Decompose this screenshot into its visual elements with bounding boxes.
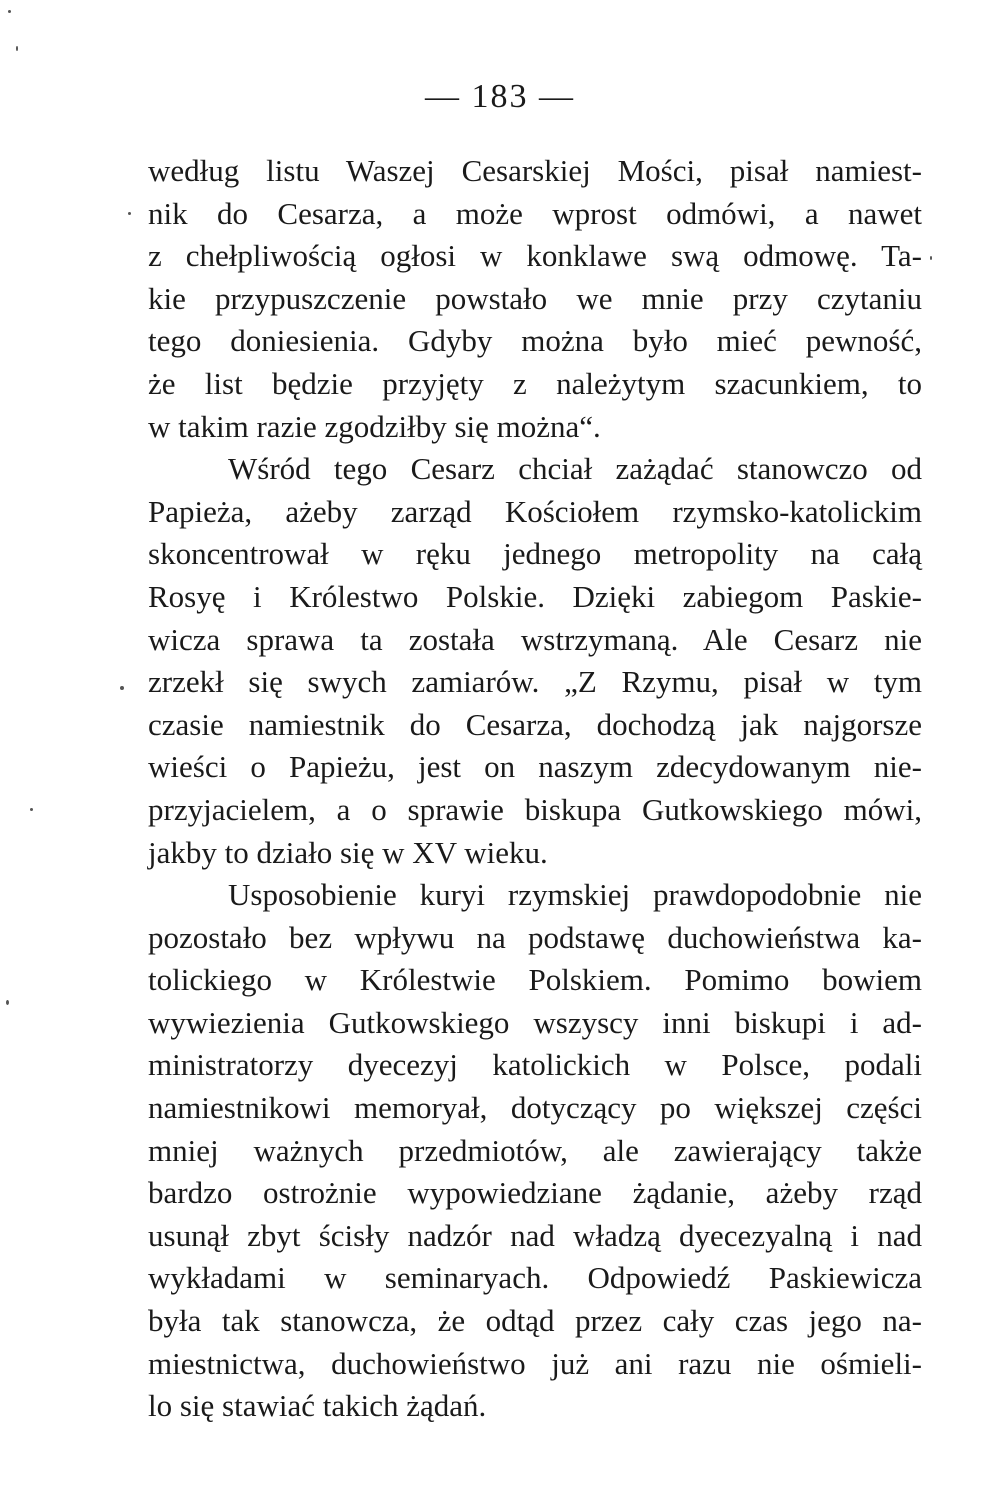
- text-line: pozostało bez wpływu na podstawę duchowieństwa ka-: [148, 919, 922, 955]
- text-line: miestnictwa, duchowieństwo już ani razu nie ośmieli-: [148, 1345, 922, 1381]
- text-line: z chełpliwością ogłosi w konklawe swą odmowę. Ta-: [148, 238, 922, 274]
- text-line: zrzekł się swych zamiarów. „Z Rzymu, pisał w tym: [148, 664, 922, 700]
- scan-speck: [8, 10, 11, 13]
- text-line: tego doniesienia. Gdyby można było mieć pewność,: [148, 323, 922, 359]
- text-line: wywiezienia Gutkowskiego wszyscy inni biskupi i ad-: [148, 1004, 922, 1040]
- scan-speck: [120, 686, 124, 690]
- text-line: Papieża, ażeby zarząd Kościołem rzymsko-katolickim: [148, 493, 922, 529]
- text-line: nik do Cesarza, a może wprost odmówi, a nawet: [148, 195, 922, 231]
- text-line: według listu Waszej Cesarskiej Mości, pisał namiest-: [148, 153, 922, 188]
- text-line: przyjacielem, a o sprawie biskupa Gutkowskiego mówi,: [148, 791, 922, 827]
- text-line: czasie namiestnik do Cesarza, dochodzą jak najgorsze: [148, 706, 922, 742]
- scan-speck: [16, 46, 18, 51]
- text-line: że list będzie przyjęty z należytym szacunkiem, to: [148, 365, 922, 401]
- page-number: — 183 —: [425, 78, 575, 115]
- text-line: wicza sprawa ta została wstrzymaną. Ale Cesarz nie: [148, 621, 922, 657]
- text-line: tolickiego w Królestwie Polskiem. Pomimo bowiem: [148, 962, 922, 998]
- text-line: bardzo ostrożnie wypowiedziane żądanie, ażeby rząd: [148, 1175, 922, 1211]
- text-line: ministratorzy dyecezyj katolickich w Polsce, podali: [148, 1047, 922, 1083]
- text-line: namiestnikowi memoryał, dotyczący po większej części: [148, 1090, 922, 1126]
- text-line: Usposobienie kuryi rzymskiej prawdopodobnie nie: [228, 877, 922, 913]
- text-line: lo się stawiać takich żądań.: [148, 1388, 487, 1424]
- scan-speck: [6, 1000, 9, 1005]
- scan-speck: [128, 212, 131, 215]
- text-line: wykładami w seminaryach. Odpowiedź Paskiewicza: [148, 1260, 922, 1296]
- text-line: jakby to działo się w XV wieku.: [148, 834, 548, 870]
- body-text: [148, 150, 922, 1428]
- text-line: wieści o Papieżu, jest on naszym zdecydowanym nie-: [148, 749, 922, 785]
- text-line: mniej ważnych przedmiotów, ale zawierający także: [148, 1132, 922, 1168]
- scan-speck: [930, 256, 932, 260]
- text-line: Rosyę i Królestwo Polskie. Dzięki zabiegom Paskie-: [148, 578, 922, 614]
- text-line: kie przypuszczenie powstało we mnie przy czytaniu: [148, 280, 922, 316]
- text-line: skoncentrował w ręku jednego metropolity na całą: [148, 536, 922, 572]
- text-line: usunął zbyt ścisły nadzór nad władzą dyecezyalną i nad: [148, 1217, 922, 1253]
- text-line: była tak stanowcza, że odtąd przez cały czas jego na-: [148, 1303, 922, 1339]
- scan-speck: [30, 808, 33, 811]
- text-line: Wśród tego Cesarz chciał zażądać stanowczo od: [228, 451, 922, 487]
- text-line: w takim razie zgodziłby się można“.: [148, 408, 601, 444]
